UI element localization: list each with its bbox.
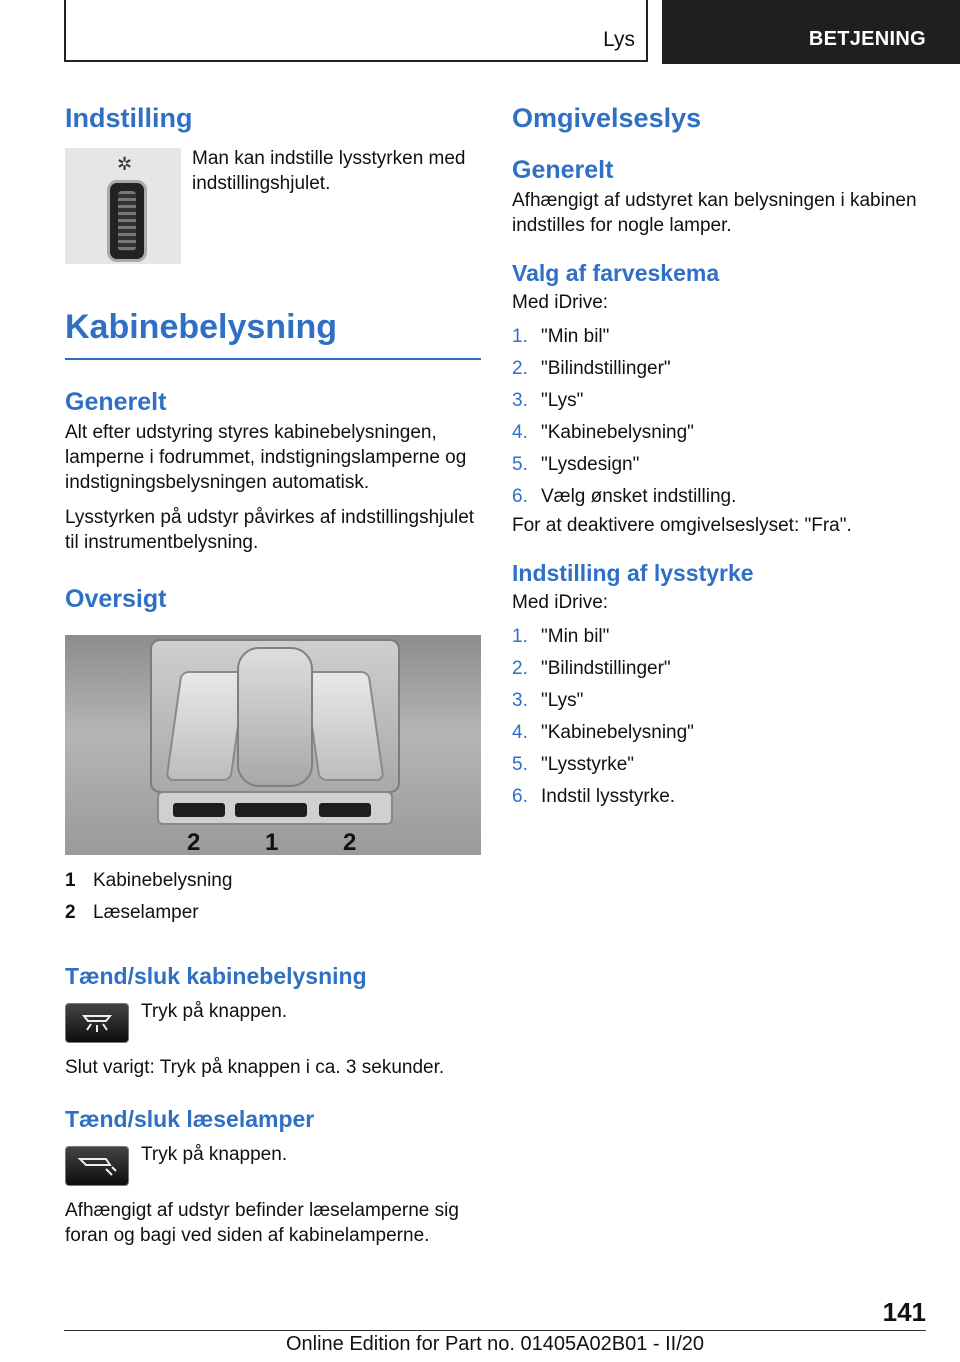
list-item: 2. "Bilindstillinger" — [512, 358, 671, 379]
heading-taend-kabine: Tænd/sluk kabinebelysning — [65, 963, 367, 989]
heading-lysstyrke: Indstilling af lysstyrke — [512, 560, 754, 586]
taend-kabine-text: Tryk på knappen. — [141, 1001, 288, 1022]
omgivelseslys-generelt-text: Afhængigt af udstyret kan belysningen i kabinen indstilles for nogle lamper. — [512, 190, 917, 236]
interior-light-button-icon — [65, 1003, 129, 1043]
heading-taend-laese: Tænd/sluk læselamper — [65, 1106, 315, 1132]
heading-indstilling: Indstilling — [65, 103, 193, 133]
taend-kabine-note: Slut varigt: Tryk på knappen i ca. 3 sekunder. — [65, 1057, 445, 1078]
list-item: 1. "Min bil" — [512, 326, 610, 347]
farveskema-intro: Med iDrive: — [512, 292, 609, 313]
list-item: 4. "Kabinebelysning" — [512, 422, 694, 443]
overhead-console-photo — [65, 635, 481, 855]
list-item: 5. "Lysdesign" — [512, 454, 640, 475]
taend-laese-text: Tryk på knappen. — [141, 1144, 288, 1165]
reading-lamp-button-icon — [65, 1146, 129, 1186]
list-item: 4. "Kabinebelysning" — [512, 722, 694, 743]
light-icon: ✲ — [117, 154, 133, 174]
list-item: 2. "Bilindstillinger" — [512, 658, 671, 679]
indstilling-block — [65, 148, 481, 264]
heading-oversigt: Oversigt — [65, 585, 167, 613]
reading-lamp-left-button — [173, 803, 225, 817]
list-item: 5. "Lysstyrke" — [512, 754, 635, 775]
header-section-title: Lys — [603, 28, 635, 51]
legend-item: 1 Kabinebelysning — [65, 870, 233, 891]
right-column — [512, 98, 932, 813]
adjustment-wheel-image — [65, 148, 181, 264]
photo-label-right: 2 — [343, 829, 357, 855]
thumbwheel-icon — [107, 180, 147, 262]
taend-laese-note: Afhængigt af udstyr befinder læselamperne sig foran og bagi ved siden af kabinelamperne. — [65, 1200, 459, 1246]
lysstyrke-intro: Med iDrive: — [512, 592, 609, 613]
heading-farveskema: Valg af farveskema — [512, 260, 720, 286]
heading-omgivelseslys: Omgivelseslys — [512, 103, 702, 133]
lysstyrke-steps — [512, 621, 932, 813]
interior-light-button — [235, 803, 307, 817]
photo-legend — [65, 865, 481, 929]
list-item: 6. Vælg ønsket indstilling. — [512, 486, 737, 507]
reading-lamp-right-button — [319, 803, 371, 817]
farveskema-note: For at deaktivere omgivelseslyset: "Fra". — [512, 515, 852, 536]
header-left-frame — [64, 0, 648, 62]
farveskema-steps — [512, 321, 932, 513]
header-chapter-title: BETJENING — [808, 28, 926, 50]
photo-label-left: 2 — [187, 829, 201, 855]
list-item: 6. Indstil lysstyrke. — [512, 786, 676, 807]
heading-rule — [65, 358, 481, 360]
header-chapter-tab — [662, 0, 960, 64]
kabine-button-row — [65, 1003, 481, 1043]
legend-item: 2 Læselamper — [65, 902, 199, 923]
list-item: 1. "Min bil" — [512, 626, 610, 647]
heading-generelt-right: Generelt — [512, 156, 614, 184]
heading-kabinebelysning: Kabinebelysning — [65, 308, 338, 346]
page-number: 141 — [882, 1297, 926, 1327]
list-item: 3. "Lys" — [512, 390, 584, 411]
left-column — [65, 98, 481, 1248]
photo-label-center: 1 — [265, 829, 279, 855]
laese-button-row — [65, 1146, 481, 1186]
footer-edition: Online Edition for Part no. 01405A02B01 - II/20 — [285, 1333, 705, 1355]
indstilling-text: Man kan indstille lysstyrken med indstillingshjulet. — [192, 148, 466, 194]
footer-rule — [64, 1330, 926, 1331]
generelt-paragraph-2: Lysstyrken på udstyr påvirkes af indstillingshjulet til instrumentbelysning. — [65, 507, 475, 553]
heading-generelt-left: Generelt — [65, 388, 167, 416]
list-item: 3. "Lys" — [512, 690, 584, 711]
generelt-paragraph-1: Alt efter udstyring styres kabinebelysningen, lamperne i fodrummet, indstigningslamperne og indstigningsbelysningen automatisk. — [65, 422, 467, 493]
